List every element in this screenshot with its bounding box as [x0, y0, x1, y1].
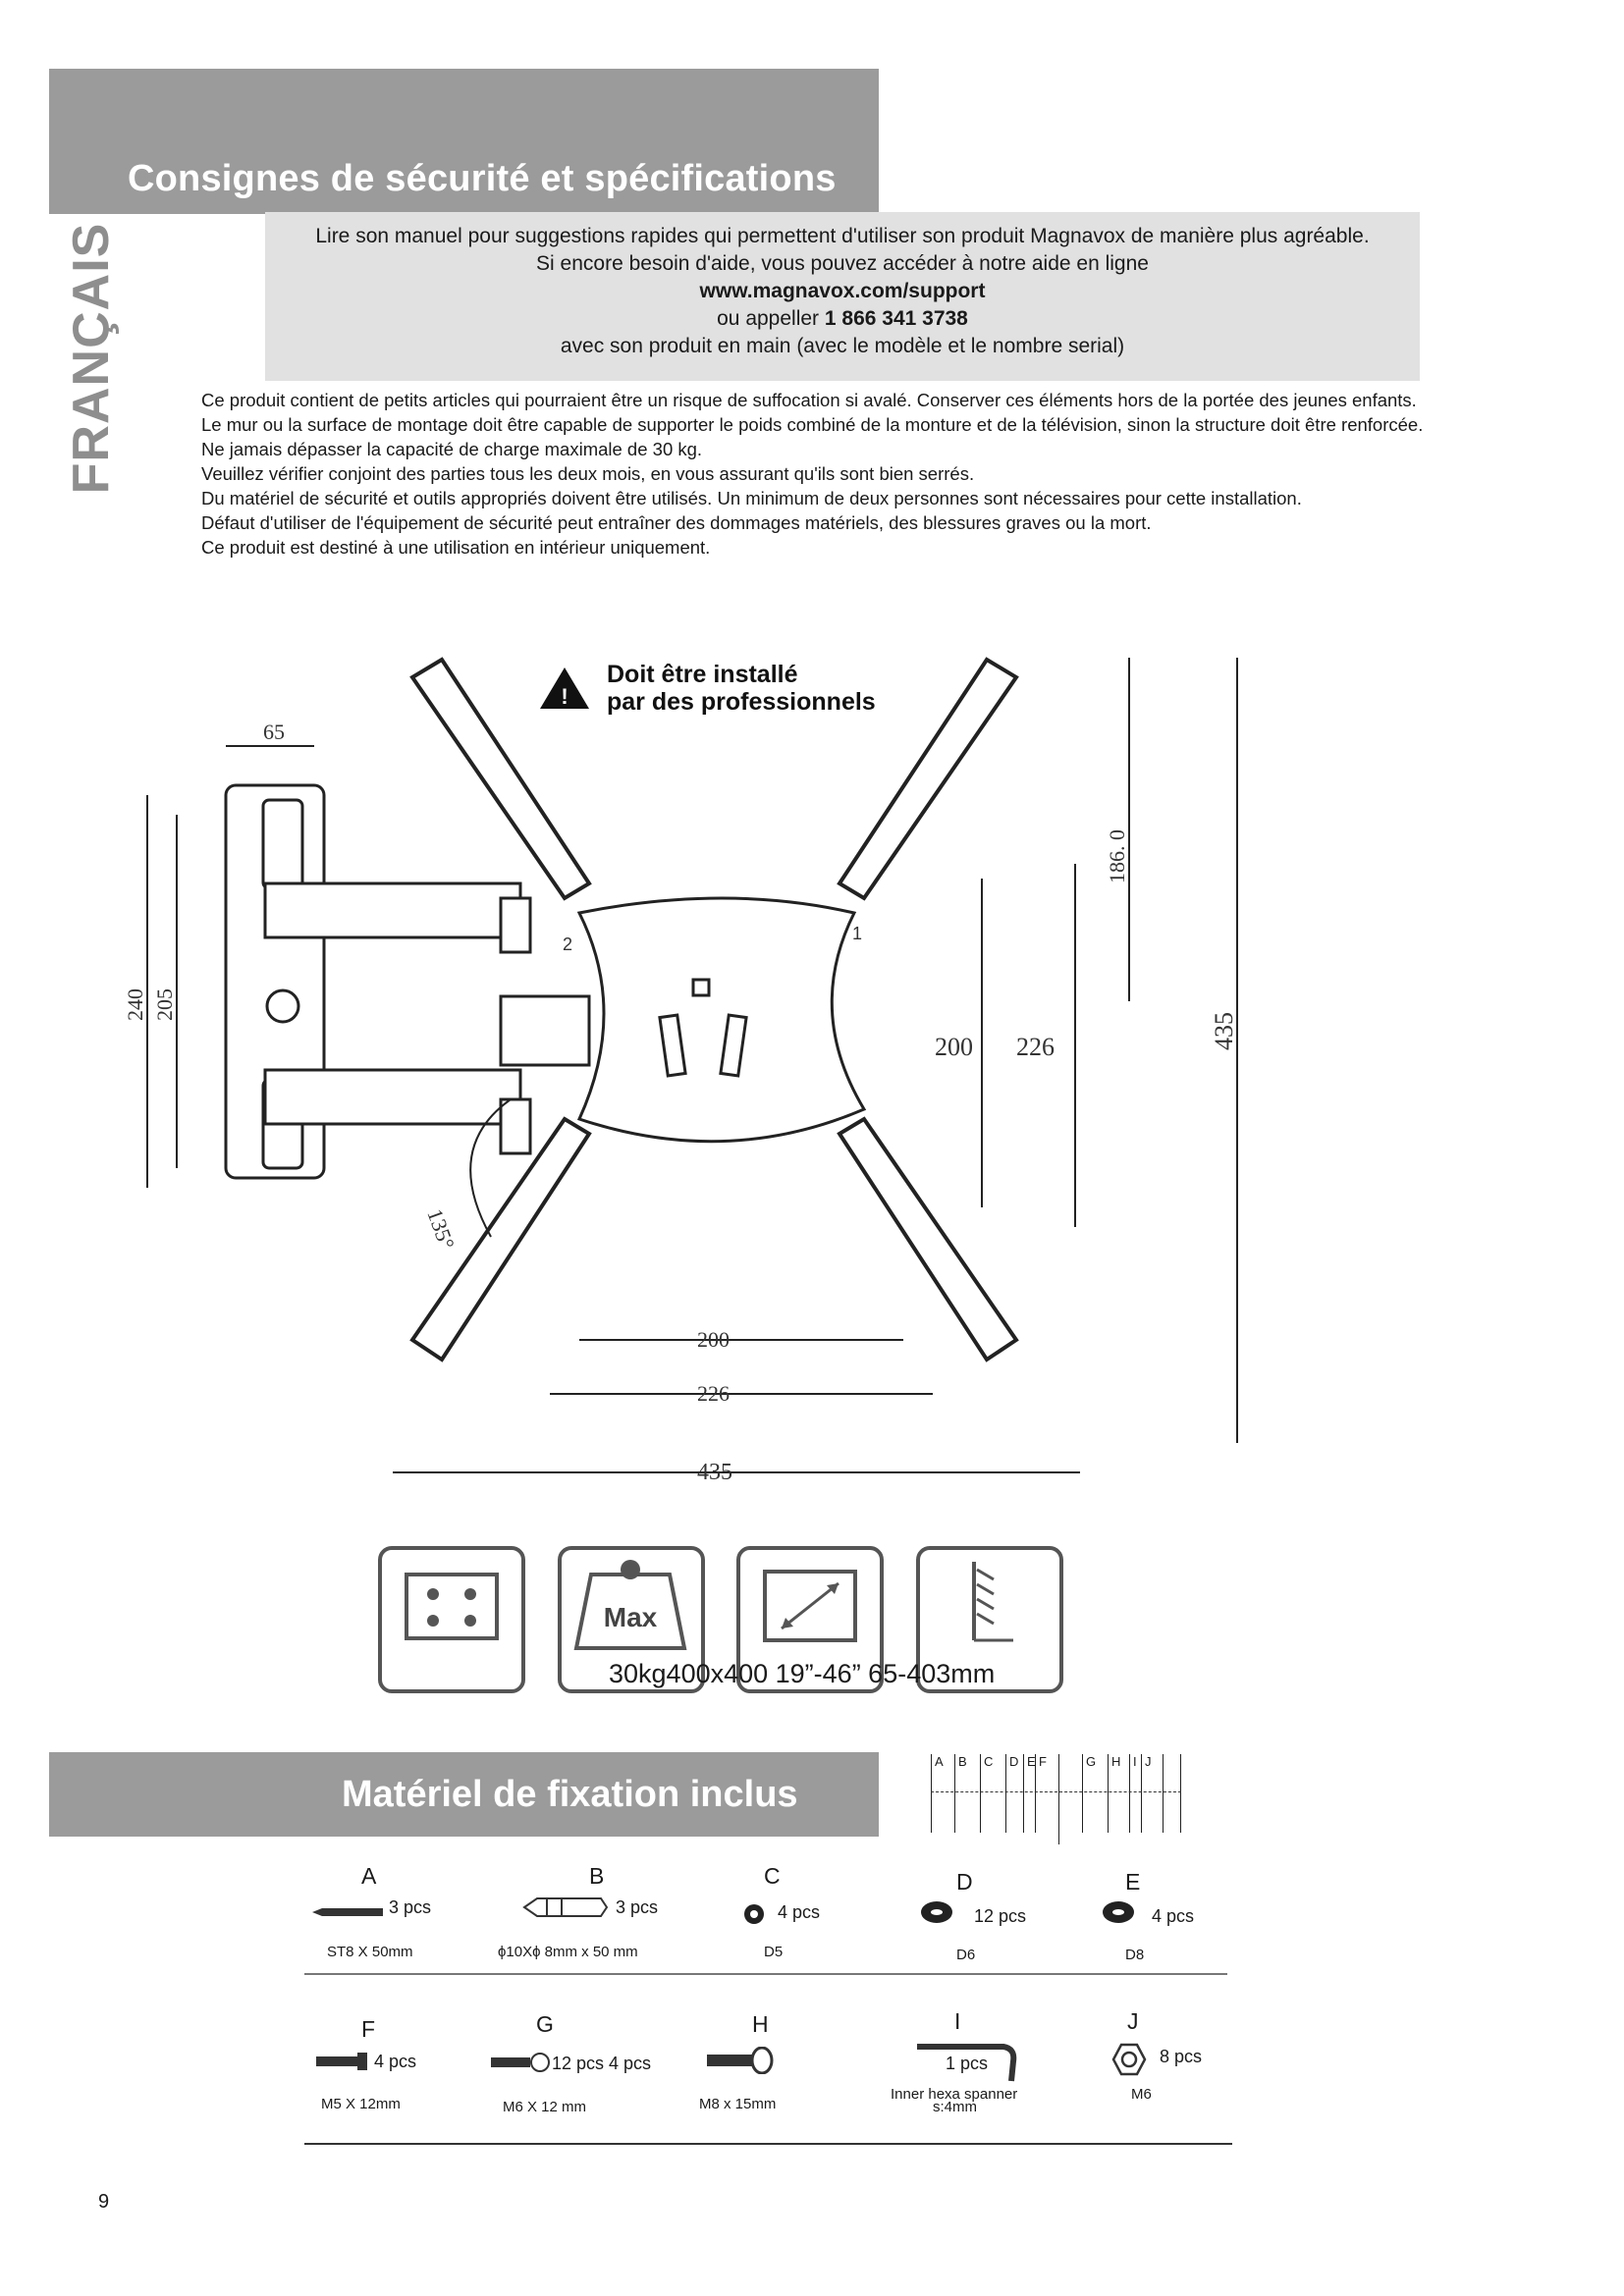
language-label: FRANÇAIS [63, 222, 120, 495]
mount-dimension-diagram [118, 638, 1296, 1502]
part-c-letter: C [764, 1863, 781, 1889]
support-phone: 1 866 341 3738 [824, 307, 968, 330]
warning-item: Veuillez vérifier conjoint des parties tous les deux mois, en vous assurant qu'ils sont bien serrés. [201, 463, 975, 484]
part-b-letter: B [589, 1863, 605, 1889]
washer-icon [1102, 1899, 1135, 1925]
divider [304, 2143, 1232, 2145]
warning-item: Le mur ou la surface de montage doit être capable de supporter le poids combiné de la monture et de la télévision, sinon la structure doit être renforcée. [201, 414, 1424, 435]
support-url[interactable]: www.magnavox.com/support [699, 280, 986, 302]
dim-200-horizontal: 200 [697, 1327, 730, 1352]
warning-item: Défaut d'utiliser de l'équipement de sécurité peut entraîner des dommages matériels, des blessures graves ou la mort. [201, 512, 1152, 533]
legend-cell: I [1129, 1754, 1141, 1833]
svg-text:!: ! [561, 684, 568, 709]
part-j-size: M6 [1131, 2086, 1152, 2103]
bolt-icon [707, 2047, 776, 2074]
dim-186: 186. 0 [1105, 829, 1129, 883]
part-h-letter: H [752, 2011, 769, 2037]
part-f-size: M5 X 12mm [321, 2096, 401, 2112]
support-box [265, 212, 1420, 381]
hardware-title: Matériel de fixation inclus [342, 1774, 798, 1815]
nut-icon [1111, 2042, 1147, 2077]
hardware-legend-grid [931, 1754, 1181, 1844]
max-label: Max [603, 1602, 658, 1632]
washer-icon [920, 1899, 953, 1925]
part-e-size: D8 [1125, 1947, 1145, 1963]
dim-205: 205 [152, 988, 177, 1021]
part-f-qty: 4 pcs [374, 2052, 417, 2071]
arm-label-1: 1 [852, 924, 863, 943]
part-b-qty: 3 pcs [616, 1897, 659, 1917]
part-d-qty: 12 pcs [974, 1906, 1027, 1926]
bracket-bottom-right [839, 1119, 1016, 1360]
arm-label-2: 2 [563, 934, 573, 954]
lower-arm [265, 1070, 520, 1124]
spec-summary: 30kg400x400 19”-46” 65-403mm [609, 1659, 996, 1688]
dim-226-vertical: 226 [1016, 1033, 1055, 1061]
section-header-safety [49, 69, 879, 214]
support-phone-line [265, 305, 1420, 333]
part-f-letter: F [361, 2016, 376, 2042]
part-j-letter: J [1127, 2008, 1139, 2034]
wall-anchor-icon [522, 1893, 611, 1922]
part-g-size: M6 X 12 mm [503, 2099, 587, 2115]
part-i-letter: I [954, 2008, 961, 2034]
divider [304, 1973, 1227, 1975]
part-c-qty: 4 pcs [778, 1902, 821, 1922]
legend-cell: C [980, 1754, 1005, 1833]
section-title: Consignes de sécurité et spécifications [128, 158, 837, 199]
vesa-pattern-icon [378, 1546, 525, 1693]
legend-cell [1058, 1754, 1082, 1833]
dim-240: 240 [123, 988, 147, 1021]
support-online-help: Si encore besoin d'aide, vous pouvez accéder à notre aide en ligne [536, 252, 1149, 275]
dim-226-horizontal: 226 [697, 1381, 730, 1406]
phone-prefix: ou appeller [717, 307, 820, 330]
part-a-qty: 3 pcs [389, 1897, 432, 1917]
language-sidebar [47, 222, 135, 495]
warning-item: Du matériel de sécurité et outils appropriés doivent être utilisés. Un minimum de deux personnes sont nécessaires pour cette installation. [201, 488, 1302, 508]
upper-arm [265, 883, 520, 937]
page-number: 9 [98, 2191, 110, 2213]
legend-cell: D [1005, 1754, 1023, 1833]
center-plate [579, 898, 864, 1142]
part-i-size: Inner hexa spanner [891, 2086, 1018, 2103]
install-warning-line1: Doit être installé [607, 661, 798, 688]
section-header-hardware [49, 1752, 879, 1837]
dim-435-horizontal: 435 [697, 1460, 732, 1485]
part-e-letter: E [1125, 1869, 1141, 1895]
part-c-size: D5 [764, 1944, 784, 1960]
part-b-size: ϕ10Xϕ 8mm x 50 mm [498, 1944, 638, 1960]
hex-key-icon [915, 2037, 1023, 2086]
bolt-icon [316, 2052, 370, 2071]
legend-cell: A [931, 1754, 954, 1833]
dim-wall-depth: 65 [263, 720, 285, 744]
legend-cell: F [1035, 1754, 1058, 1833]
warning-item: Ce produit contient de petits articles qui pourraient être un risque de suffocation si avalé. Conserver ces éléments hors de la portée des jeunes enfants. [201, 390, 1417, 410]
support-intro: Lire son manuel pour suggestions rapides qui permettent d'utiliser son produit Magnavox de manière plus agréable. [315, 225, 1370, 247]
legend-cell: E [1023, 1754, 1035, 1833]
part-j-qty: 8 pcs [1160, 2047, 1203, 2066]
part-e-qty: 4 pcs [1152, 1906, 1195, 1926]
angle-label: 135° [422, 1205, 460, 1254]
legend-cell: J [1141, 1754, 1163, 1833]
legend-cell: H [1108, 1754, 1129, 1833]
part-g-qty: 12 pcs 4 pcs [552, 2054, 652, 2073]
screw-icon [312, 1902, 386, 1922]
part-d-letter: D [956, 1869, 973, 1895]
warning-list [201, 388, 1468, 560]
warning-item: Ne jamais dépasser la capacité de charge maximale de 30 kg. [201, 439, 703, 459]
part-h-size: M8 x 15mm [699, 2096, 777, 2112]
legend-cell: G [1082, 1754, 1108, 1833]
legend-cell [1163, 1754, 1181, 1833]
part-a-letter: A [361, 1863, 377, 1889]
washer-icon [742, 1902, 766, 1926]
center-arm [501, 996, 589, 1065]
warning-item: Ce produit est destiné à une utilisation en intérieur uniquement. [201, 537, 711, 558]
part-a-size: ST8 X 50mm [327, 1944, 413, 1960]
part-i-size2: s:4mm [933, 2099, 977, 2115]
install-warning-line2: par des professionnels [607, 688, 876, 716]
part-d-size: D6 [956, 1947, 976, 1963]
dim-200-vertical: 200 [935, 1033, 973, 1061]
dim-435-vertical: 435 [1210, 1012, 1238, 1050]
support-product-note: avec son produit en main (avec le modèle et le nombre serial) [560, 335, 1125, 357]
bolt-icon [491, 2052, 552, 2073]
legend-cell: B [954, 1754, 980, 1833]
part-i-qty: 1 pcs [946, 2054, 989, 2073]
part-g-letter: G [536, 2011, 554, 2037]
